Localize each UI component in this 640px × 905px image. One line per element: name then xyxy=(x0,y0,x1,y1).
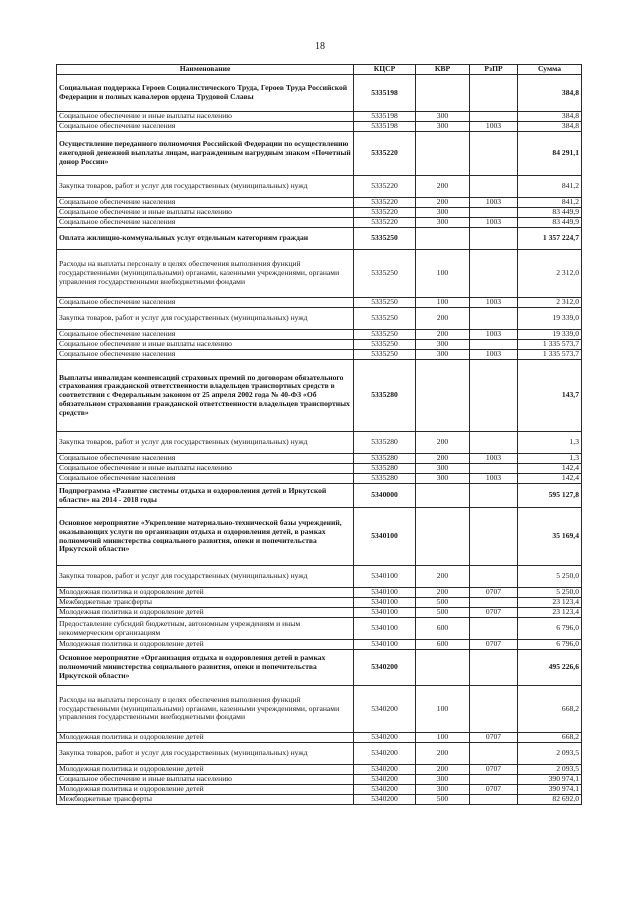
kcsr-cell: 5335198 xyxy=(354,75,416,112)
table-row xyxy=(57,618,582,640)
kcsr-cell: 5335220 xyxy=(354,176,416,198)
name-cell: Предоставление субсидий бюджетным, автономным учреждениям и иным некоммерческим организациям xyxy=(57,618,354,640)
name-cell: Основное мероприятие «Укрепление материально-технической базы учреждений, оказывающих услуги по организации отдыха и оздоровления детей, в рамках полномочий министерства социального развития, опеки и попечительства Иркутской области» xyxy=(57,508,354,566)
rzpr-cell: 1003 xyxy=(470,218,518,228)
rzpr-cell xyxy=(470,112,518,122)
kcsr-cell: 5340000 xyxy=(354,484,416,508)
kcsr-cell: 5335250 xyxy=(354,340,416,350)
table-row xyxy=(57,122,582,132)
kvr-cell: 100 xyxy=(416,733,470,743)
table-row xyxy=(57,250,582,298)
kvr-cell xyxy=(416,360,470,432)
kvr-cell: 300 xyxy=(416,122,470,132)
rzpr-cell xyxy=(470,464,518,474)
kvr-cell: 200 xyxy=(416,765,470,775)
kcsr-cell: 5340100 xyxy=(354,618,416,640)
sum-cell: 841,2 xyxy=(518,198,582,208)
sum-cell: 2 312,0 xyxy=(518,298,582,308)
kvr-cell: 300 xyxy=(416,464,470,474)
name-cell: Молодежная политика и оздоровление детей xyxy=(57,588,354,598)
kcsr-cell: 5340100 xyxy=(354,588,416,598)
sum-cell: 595 127,8 xyxy=(518,484,582,508)
table-row xyxy=(57,454,582,464)
header-rzpr: РзПР xyxy=(470,65,518,75)
kvr-cell: 500 xyxy=(416,608,470,618)
sum-cell: 6 796,0 xyxy=(518,640,582,650)
sum-cell: 19 339,0 xyxy=(518,330,582,340)
rzpr-cell: 1003 xyxy=(470,474,518,484)
sum-cell: 1,3 xyxy=(518,432,582,454)
sum-cell: 84 291,1 xyxy=(518,132,582,176)
sum-cell: 390 974,1 xyxy=(518,785,582,795)
table-row xyxy=(57,350,582,360)
kcsr-cell: 5335220 xyxy=(354,218,416,228)
name-cell: Социальное обеспечение населения xyxy=(57,454,354,464)
name-cell: Социальное обеспечение и иные выплаты населению xyxy=(57,340,354,350)
table-row xyxy=(57,508,582,566)
kcsr-cell: 5335250 xyxy=(354,228,416,250)
rzpr-cell xyxy=(470,208,518,218)
kcsr-cell: 5335220 xyxy=(354,208,416,218)
rzpr-cell: 1003 xyxy=(470,298,518,308)
sum-cell: 23 123,4 xyxy=(518,608,582,618)
name-cell: Социальное обеспечение населения xyxy=(57,122,354,132)
sum-cell: 384,8 xyxy=(518,122,582,132)
name-cell: Социальное обеспечение и иные выплаты населению xyxy=(57,775,354,785)
kcsr-cell: 5335250 xyxy=(354,308,416,330)
table-row xyxy=(57,340,582,350)
kvr-cell: 200 xyxy=(416,743,470,765)
kvr-cell xyxy=(416,75,470,112)
kcsr-cell: 5335250 xyxy=(354,298,416,308)
kvr-cell xyxy=(416,132,470,176)
kvr-cell: 300 xyxy=(416,340,470,350)
rzpr-cell: 0707 xyxy=(470,765,518,775)
sum-cell: 384,8 xyxy=(518,75,582,112)
kvr-cell xyxy=(416,508,470,566)
name-cell: Социальное обеспечение и иные выплаты населению xyxy=(57,112,354,122)
sum-cell: 1,3 xyxy=(518,454,582,464)
kvr-cell: 100 xyxy=(416,298,470,308)
table-row xyxy=(57,218,582,228)
name-cell: Социальное обеспечение населения xyxy=(57,474,354,484)
sum-cell: 384,8 xyxy=(518,112,582,122)
sum-cell: 5 250,0 xyxy=(518,566,582,588)
sum-cell: 668,2 xyxy=(518,686,582,733)
table-row xyxy=(57,640,582,650)
name-cell: Молодежная политика и оздоровление детей xyxy=(57,733,354,743)
name-cell: Оплата жилищно-коммунальных услуг отдельным категориям граждан xyxy=(57,228,354,250)
table-row xyxy=(57,733,582,743)
kcsr-cell: 5335198 xyxy=(354,122,416,132)
kvr-cell: 300 xyxy=(416,350,470,360)
sum-cell: 82 692,0 xyxy=(518,795,582,805)
sum-cell: 19 339,0 xyxy=(518,308,582,330)
name-cell: Осуществление переданного полномочия Российской Федерации по осуществлению ежегодной денежной выплаты лицам, награжденным нагрудным знаком «Почетный донор России» xyxy=(57,132,354,176)
name-cell: Расходы на выплаты персоналу в целях обеспечения выполнения функций государственными (муниципальными) органами, казенными учреждениями, органами управления государственными внебюджетными фондами xyxy=(57,686,354,733)
kvr-cell: 200 xyxy=(416,330,470,340)
kcsr-cell: 5335280 xyxy=(354,464,416,474)
kvr-cell: 200 xyxy=(416,566,470,588)
table-row xyxy=(57,308,582,330)
kcsr-cell: 5340200 xyxy=(354,686,416,733)
kcsr-cell: 5340200 xyxy=(354,775,416,785)
rzpr-cell xyxy=(470,250,518,298)
table-row xyxy=(57,686,582,733)
table-row xyxy=(57,474,582,484)
kvr-cell: 200 xyxy=(416,308,470,330)
kvr-cell: 200 xyxy=(416,588,470,598)
sum-cell: 390 974,1 xyxy=(518,775,582,785)
kvr-cell: 600 xyxy=(416,618,470,640)
rzpr-cell: 0707 xyxy=(470,733,518,743)
kvr-cell: 300 xyxy=(416,474,470,484)
kvr-cell: 200 xyxy=(416,454,470,464)
sum-cell: 2 093,5 xyxy=(518,765,582,775)
table-row xyxy=(57,112,582,122)
kcsr-cell: 5340200 xyxy=(354,733,416,743)
table-row xyxy=(57,132,582,176)
name-cell: Закупка товаров, работ и услуг для государственных (муниципальных) нужд xyxy=(57,743,354,765)
rzpr-cell: 1003 xyxy=(470,454,518,464)
rzpr-cell: 1003 xyxy=(470,198,518,208)
kcsr-cell: 5340200 xyxy=(354,650,416,686)
kvr-cell: 300 xyxy=(416,785,470,795)
kcsr-cell: 5340200 xyxy=(354,795,416,805)
header-kcsr: КЦСР xyxy=(354,65,416,75)
table-row xyxy=(57,330,582,340)
table-row xyxy=(57,650,582,686)
sum-cell: 142,4 xyxy=(518,474,582,484)
rzpr-cell xyxy=(470,775,518,785)
name-cell: Социальное обеспечение населения xyxy=(57,350,354,360)
kvr-cell: 500 xyxy=(416,795,470,805)
rzpr-cell xyxy=(470,650,518,686)
table-row xyxy=(57,298,582,308)
header-sum: Сумма xyxy=(518,65,582,75)
kvr-cell: 200 xyxy=(416,198,470,208)
sum-cell: 1 357 224,7 xyxy=(518,228,582,250)
kvr-cell: 100 xyxy=(416,250,470,298)
name-cell: Закупка товаров, работ и услуг для государственных (муниципальных) нужд xyxy=(57,432,354,454)
kcsr-cell: 5335280 xyxy=(354,474,416,484)
table-row xyxy=(57,775,582,785)
kcsr-cell: 5340200 xyxy=(354,743,416,765)
rzpr-cell: 1003 xyxy=(470,122,518,132)
rzpr-cell xyxy=(470,75,518,112)
name-cell: Социальное обеспечение населения xyxy=(57,298,354,308)
name-cell: Закупка товаров, работ и услуг для государственных (муниципальных) нужд xyxy=(57,308,354,330)
kcsr-cell: 5340200 xyxy=(354,765,416,775)
sum-cell: 668,2 xyxy=(518,733,582,743)
sum-cell: 83 449,9 xyxy=(518,218,582,228)
table-body xyxy=(57,75,582,805)
sum-cell: 1 335 573,7 xyxy=(518,350,582,360)
kcsr-cell: 5335280 xyxy=(354,432,416,454)
page-number: 18 xyxy=(315,41,325,52)
name-cell: Социальное обеспечение населения xyxy=(57,198,354,208)
kvr-cell xyxy=(416,650,470,686)
sum-cell: 5 250,0 xyxy=(518,588,582,598)
kcsr-cell: 5335220 xyxy=(354,198,416,208)
rzpr-cell: 1003 xyxy=(470,350,518,360)
budget-table xyxy=(56,64,582,805)
table-row xyxy=(57,598,582,608)
sum-cell: 841,2 xyxy=(518,176,582,198)
name-cell: Социальное обеспечение населения xyxy=(57,330,354,340)
name-cell: Социальная поддержка Героев Социалистического Труда, Героев Труда Российской Федерации и полных кавалеров ордена Трудовой Славы xyxy=(57,75,354,112)
kcsr-cell: 5340100 xyxy=(354,640,416,650)
kvr-cell: 200 xyxy=(416,176,470,198)
kcsr-cell: 5335250 xyxy=(354,330,416,340)
name-cell: Социальное обеспечение населения xyxy=(57,218,354,228)
sum-cell: 2 093,5 xyxy=(518,743,582,765)
kvr-cell: 500 xyxy=(416,598,470,608)
sum-cell: 6 796,0 xyxy=(518,618,582,640)
rzpr-cell: 1003 xyxy=(470,330,518,340)
rzpr-cell: 0707 xyxy=(470,785,518,795)
rzpr-cell xyxy=(470,176,518,198)
rzpr-cell xyxy=(470,340,518,350)
rzpr-cell xyxy=(470,795,518,805)
table-row xyxy=(57,566,582,588)
name-cell: Межбюджетные трансферты xyxy=(57,598,354,608)
kcsr-cell: 5335280 xyxy=(354,454,416,464)
kvr-cell: 200 xyxy=(416,432,470,454)
sum-cell: 495 226,6 xyxy=(518,650,582,686)
kcsr-cell: 5340100 xyxy=(354,598,416,608)
table-row xyxy=(57,795,582,805)
name-cell: Выплаты инвалидам компенсаций страховых премий по договорам обязательного страхования гражданской ответственности владельцев транспортных средств в соответствии с Федеральным законом от 25 апреля 2002 года № 40-ФЗ «Об обязательном страховании гражданской ответственности владельцев транспортных средств» xyxy=(57,360,354,432)
sum-cell: 142,4 xyxy=(518,464,582,474)
kvr-cell xyxy=(416,228,470,250)
table-row xyxy=(57,608,582,618)
kvr-cell: 300 xyxy=(416,218,470,228)
header-name: Наименование xyxy=(57,65,354,75)
name-cell: Молодежная политика и оздоровление детей xyxy=(57,640,354,650)
rzpr-cell: 0707 xyxy=(470,640,518,650)
rzpr-cell xyxy=(470,598,518,608)
kvr-cell: 100 xyxy=(416,686,470,733)
name-cell: Молодежная политика и оздоровление детей xyxy=(57,785,354,795)
sum-cell: 1 335 573,7 xyxy=(518,340,582,350)
table-header-row xyxy=(57,65,582,75)
table-row xyxy=(57,743,582,765)
table-row xyxy=(57,464,582,474)
table-row xyxy=(57,785,582,795)
table-row xyxy=(57,75,582,112)
table-row xyxy=(57,588,582,598)
kcsr-cell: 5335280 xyxy=(354,360,416,432)
rzpr-cell: 0707 xyxy=(470,608,518,618)
kcsr-cell: 5340200 xyxy=(354,785,416,795)
kcsr-cell: 5335250 xyxy=(354,250,416,298)
name-cell: Основное мероприятие «Организация отдыха и оздоровления детей в рамках полномочий министерства социального развития, опеки и попечительства Иркутской области» xyxy=(57,650,354,686)
name-cell: Молодежная политика и оздоровление детей xyxy=(57,765,354,775)
name-cell: Межбюджетные трансферты xyxy=(57,795,354,805)
rzpr-cell xyxy=(470,432,518,454)
rzpr-cell xyxy=(470,228,518,250)
kcsr-cell: 5340100 xyxy=(354,566,416,588)
rzpr-cell xyxy=(470,132,518,176)
table-row xyxy=(57,484,582,508)
table-row xyxy=(57,208,582,218)
kcsr-cell: 5335220 xyxy=(354,132,416,176)
rzpr-cell xyxy=(470,484,518,508)
name-cell: Расходы на выплаты персоналу в целях обеспечения выполнения функций государственными (муниципальными) органами, казенными учреждениями, органами управления государственными внебюджетными фондами xyxy=(57,250,354,298)
kvr-cell: 300 xyxy=(416,775,470,785)
rzpr-cell xyxy=(470,743,518,765)
name-cell: Подпрограмма «Развитие системы отдыха и оздоровления детей в Иркутской области» на 2014 - 2018 годы xyxy=(57,484,354,508)
table-row xyxy=(57,176,582,198)
table-row xyxy=(57,198,582,208)
sum-cell: 83 449,9 xyxy=(518,208,582,218)
name-cell: Социальное обеспечение и иные выплаты населению xyxy=(57,208,354,218)
kcsr-cell: 5335198 xyxy=(354,112,416,122)
table-row xyxy=(57,432,582,454)
sum-cell: 23 123,4 xyxy=(518,598,582,608)
kcsr-cell: 5340100 xyxy=(354,608,416,618)
rzpr-cell xyxy=(470,566,518,588)
kvr-cell xyxy=(416,484,470,508)
rzpr-cell xyxy=(470,618,518,640)
kvr-cell: 300 xyxy=(416,112,470,122)
rzpr-cell xyxy=(470,308,518,330)
name-cell: Молодежная политика и оздоровление детей xyxy=(57,608,354,618)
name-cell: Закупка товаров, работ и услуг для государственных (муниципальных) нужд xyxy=(57,176,354,198)
kvr-cell: 600 xyxy=(416,640,470,650)
sum-cell: 143,7 xyxy=(518,360,582,432)
rzpr-cell: 0707 xyxy=(470,588,518,598)
name-cell: Социальное обеспечение и иные выплаты населению xyxy=(57,464,354,474)
table-row xyxy=(57,360,582,432)
name-cell: Закупка товаров, работ и услуг для государственных (муниципальных) нужд xyxy=(57,566,354,588)
header-kvr: КВР xyxy=(416,65,470,75)
rzpr-cell xyxy=(470,508,518,566)
sum-cell: 35 169,4 xyxy=(518,508,582,566)
rzpr-cell xyxy=(470,686,518,733)
kvr-cell: 300 xyxy=(416,208,470,218)
table-row xyxy=(57,228,582,250)
rzpr-cell xyxy=(470,360,518,432)
kcsr-cell: 5335250 xyxy=(354,350,416,360)
kcsr-cell: 5340100 xyxy=(354,508,416,566)
table-row xyxy=(57,765,582,775)
sum-cell: 2 312,0 xyxy=(518,250,582,298)
